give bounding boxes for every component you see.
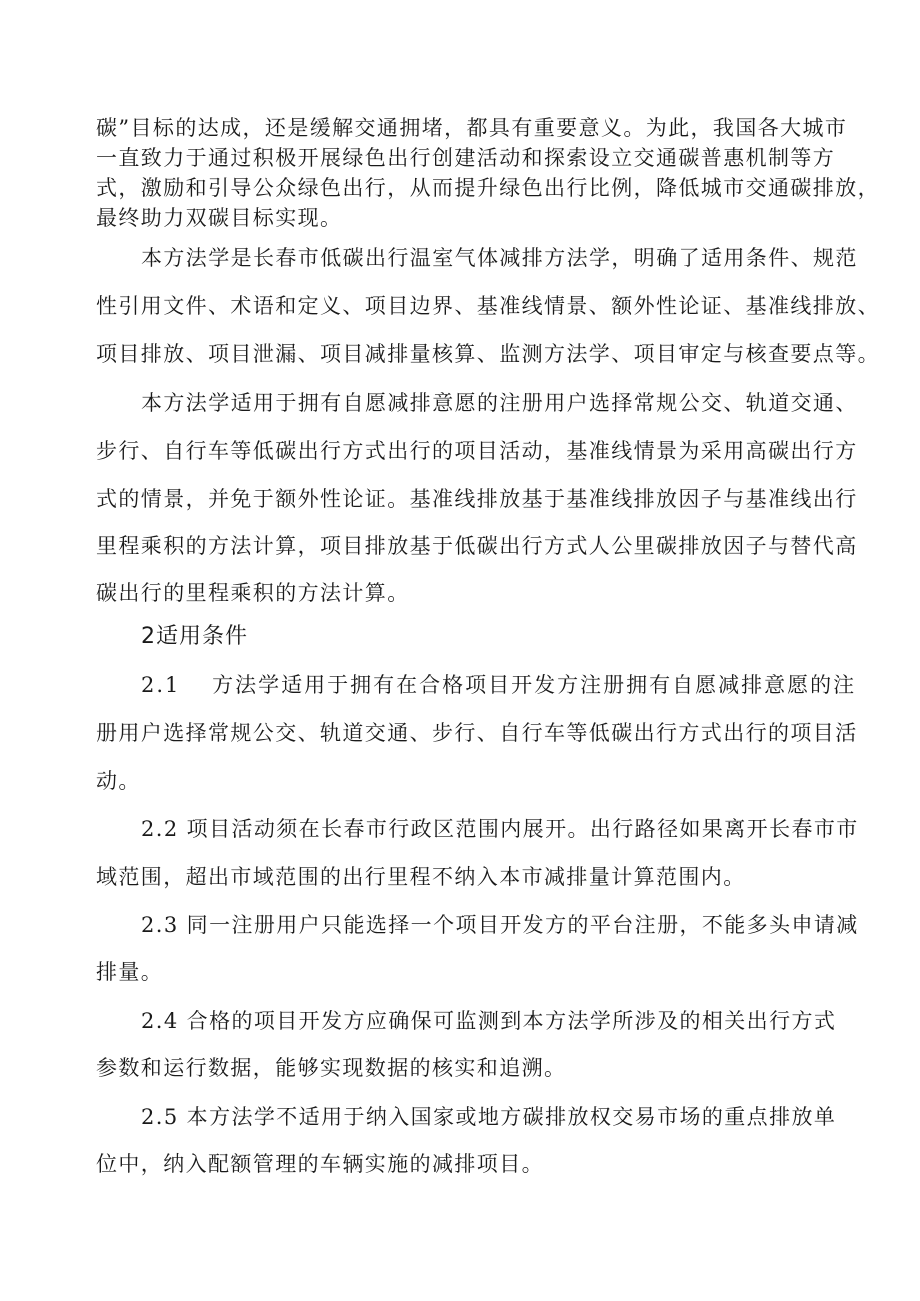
clause-2-5-line-1: 2.5 本方法学不适用于纳入国家或地方碳排放权交易市场的重点排放单 — [141, 1105, 837, 1129]
clause-2-1-line-1: 2.1 方法学适用于拥有在合格项目开发方注册拥有自愿减排意愿的注 — [141, 673, 857, 697]
intro-line-3: 式，激励和引导公众绿色出行，从而提升绿色出行比例，降低城市交通碳排放， — [96, 176, 880, 200]
clause-2-3-line-2: 排量。 — [96, 960, 164, 984]
clause-2-1-line-3: 动。 — [96, 769, 141, 793]
intro-line-4: 最终助力双碳目标实现。 — [96, 206, 343, 230]
para1-line-3: 项目排放、项目泄漏、项目减排量核算、监测方法学、项目审定与核查要点等。 — [96, 342, 880, 366]
para2-line-1: 本方法学适用于拥有自愿减排意愿的注册用户选择常规公交、轨道交通、 — [141, 391, 858, 415]
section-heading: 2适用条件 — [141, 624, 248, 649]
para2-line-5: 碳出行的里程乘积的方法计算。 — [96, 581, 410, 605]
clause-2-3-line-1: 2.3 同一注册用户只能选择一个项目开发方的平台注册，不能多头申请减 — [141, 913, 859, 937]
para2-line-2: 步行、自行车等低碳出行方式出行的项目活动，基准线情景为采用高碳出行方 — [96, 439, 858, 463]
clause-2-2-line-2: 域范围，超出市域范围的出行里程不纳入本市减排量计算范围内。 — [96, 865, 746, 889]
clause-2-4-line-1: 2.4 合格的项目开发方应确保可监测到本方法学所涉及的相关出行方式 — [141, 1009, 837, 1033]
para2-line-4: 里程乘积的方法计算，项目排放基于低碳出行方式人公里碳排放因子与替代高 — [96, 534, 858, 558]
clause-2-4-line-2: 参数和运行数据，能够实现数据的核实和追溯。 — [96, 1056, 567, 1080]
para1-line-2: 性引用文件、术语和定义、项目边界、基准线情景、额外性论证、基准线排放、 — [96, 294, 880, 318]
intro-line-2: 一直致力于通过积极开展绿色出行创建活动和探索设立交通碳普惠机制等方 — [96, 146, 836, 170]
clause-2-5-line-2: 位中，纳入配额管理的车辆实施的减排项目。 — [96, 1152, 544, 1176]
para2-line-3: 式的情景，并免于额外性论证。基准线排放基于基准线排放因子与基准线出行 — [96, 487, 858, 511]
clause-2-2-line-1: 2.2 项目活动须在长春市行政区范围内展开。出行路径如果离开长春市市 — [141, 817, 859, 841]
para1-line-1: 本方法学是长春市低碳出行温室气体减排方法学，明确了适用条件、规范 — [141, 246, 858, 270]
intro-line-1: 碳”目标的达成，还是缓解交通拥堵，都具有重要意义。为此，我国各大城市 — [96, 116, 848, 140]
clause-2-1-line-2: 册用户选择常规公交、轨道交通、步行、自行车等低碳出行方式出行的项目活 — [96, 721, 858, 745]
